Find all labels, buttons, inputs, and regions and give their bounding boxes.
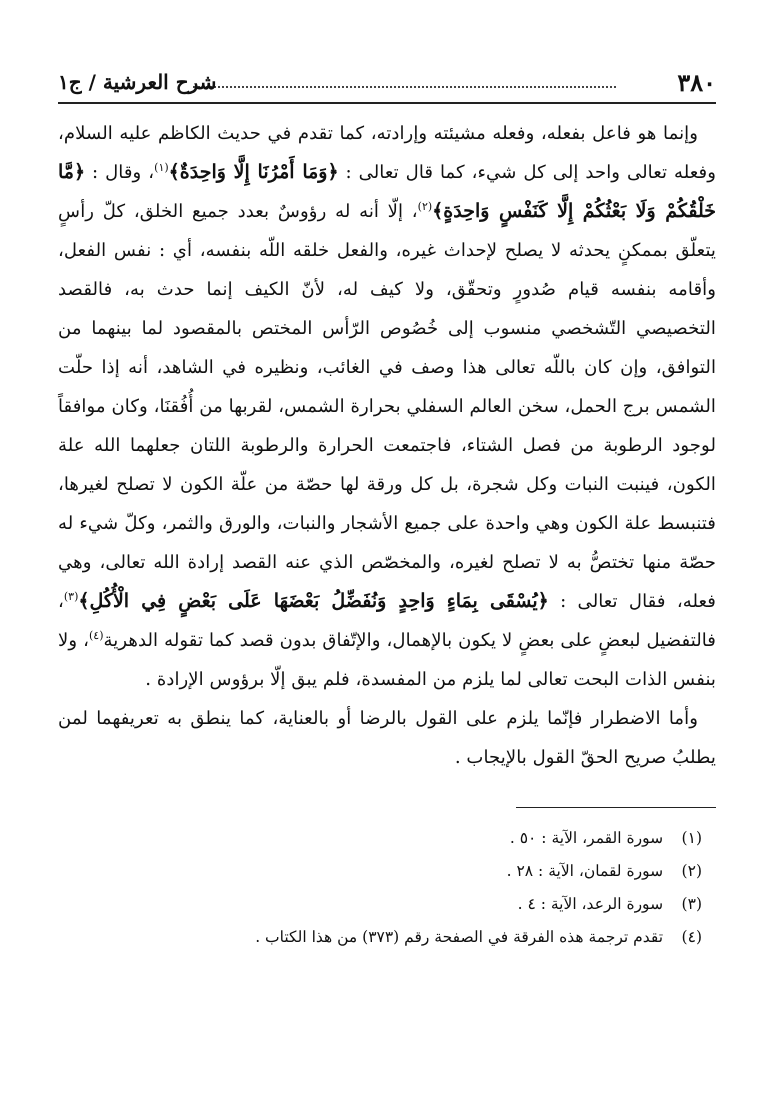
- footnote-text: سورة الرعد، الآية : ٤ .: [517, 895, 664, 913]
- quran-verse: ﴿مَّا خَلْقُكُمْ وَلَا بَعْثُكُمْ إِلَّا كَنَفْسٍ وَاحِدَةٍ﴾: [58, 161, 716, 222]
- paragraph-1: [58, 114, 716, 699]
- footnote-ref: (٤): [89, 628, 104, 642]
- book-title: شرح العرشية / ج١: [58, 70, 217, 94]
- footnote-text: سورة القمر، الآية : ٥٠ .: [509, 829, 664, 847]
- book-page: [58, 62, 716, 1080]
- footnote-number: (١): [681, 829, 702, 847]
- quran-verse: ﴿وَمَا أَمْرُنَا إِلَّا وَاحِدَةٌ﴾: [168, 161, 339, 183]
- footnote-divider: [516, 807, 716, 808]
- main-text: [58, 114, 716, 777]
- text-segment: ، فالتفضيل لبعضٍ على بعضٍ لا يكون بالإهمال، والإتّفاق بدون قصد كما تقوله الدهرية: [58, 591, 716, 651]
- page-number: ٣٨٠: [677, 68, 716, 97]
- text-segment: ، وقال :: [85, 162, 155, 183]
- footnote-text: سورة لقمان، الآية : ٢٨ .: [506, 862, 664, 880]
- footnote-number: (٣): [681, 895, 702, 913]
- footnote: [58, 888, 702, 921]
- footnote-ref: (٢): [417, 199, 433, 213]
- dotted-leader: [193, 86, 616, 88]
- footnote-ref: (٣): [63, 589, 79, 603]
- footnote-number: (٤): [681, 928, 702, 946]
- text-segment: ، إلّا أنه له رؤوسٌ بعدد جميع الخلق، كلّ رأسٍ يتعلّق بممكنٍ يحدثه لا يصلح لإحداث غيره، والفعل خلقه اللّه بنفسه، أي : نفس الفعل، وأقامه بنفسه قيام صُدورٍ وتحقّق، ولا كيف له، لأنّ الكيف إنما حدث به، فالقصد التخصيصي التّشخصي منسوب إلى خُصُوص الرّأس المختص بالمقصود لما بينهما من التوافق، وإن كان باللّه تعالى هذا وصف في الغائب، ونظيره في الشاهد، أنه إذا حلّت الشمس برج الحمل، سخن العالم السفلي بحرارة الشمس، لقربها من أُفُقنَا، وكان موافقاً لوجود الرطوبة من فصل الشتاء، فاجتمعت الحرارة والرطوبة اللتان جعلهما الله علة الكون، فينبت النبات وكل شجرة، بل كل ورقة لها حصّة من علّة الكون لا تصلح لغيرها، فتنبسط علة الكون وهي واحدة على جميع الأشجار والنبات، والورق والثمر، وكلّ شيء له حصّة منها تختصُّ به لا تصلح لغيره، والمخصّص الذي عنه القصد إرادة الله تعالى، وهي فعله، فقال تعالى :: [58, 201, 717, 612]
- footnote-ref: (١): [154, 160, 169, 174]
- text-segment: وإنما هو فاعل بفعله، وفعله مشيئته وإرادته، كما تقدم في حديث الكاظم عليه السلام، وفعله تعالى واحد إلى كل شيء، كما قال تعالى :: [58, 123, 717, 183]
- footnote: [58, 855, 702, 888]
- quran-verse: ﴿يُسْقَى بِمَاءٍ وَاحِدٍ وَنُفَضِّلُ بَعْضَهَا عَلَى بَعْضٍ فِي الْأُكُلِ﴾: [78, 590, 549, 612]
- paragraph-2: وأما الاضطرار فإنّما يلزم على القول بالرضا أو بالعناية، كما ينطق به تعريفهما لمن يطلبُ صريح الحقّ القول بالإيجاب .: [58, 708, 716, 768]
- footnote: [58, 822, 702, 855]
- text-segment: ، ولا بنفس الذات البحت تعالى لما يلزم من المفسدة، فلم يبق إلّا برؤوس الإرادة .: [58, 630, 716, 690]
- footnote: [58, 921, 702, 954]
- footnote-number: (٢): [681, 862, 702, 880]
- footnotes: [58, 822, 716, 954]
- running-head: [58, 62, 716, 104]
- footnote-text: تقدم ترجمة هذه الفرقة في الصفحة رقم (٣٧٣) من هذا الكتاب .: [255, 928, 664, 946]
